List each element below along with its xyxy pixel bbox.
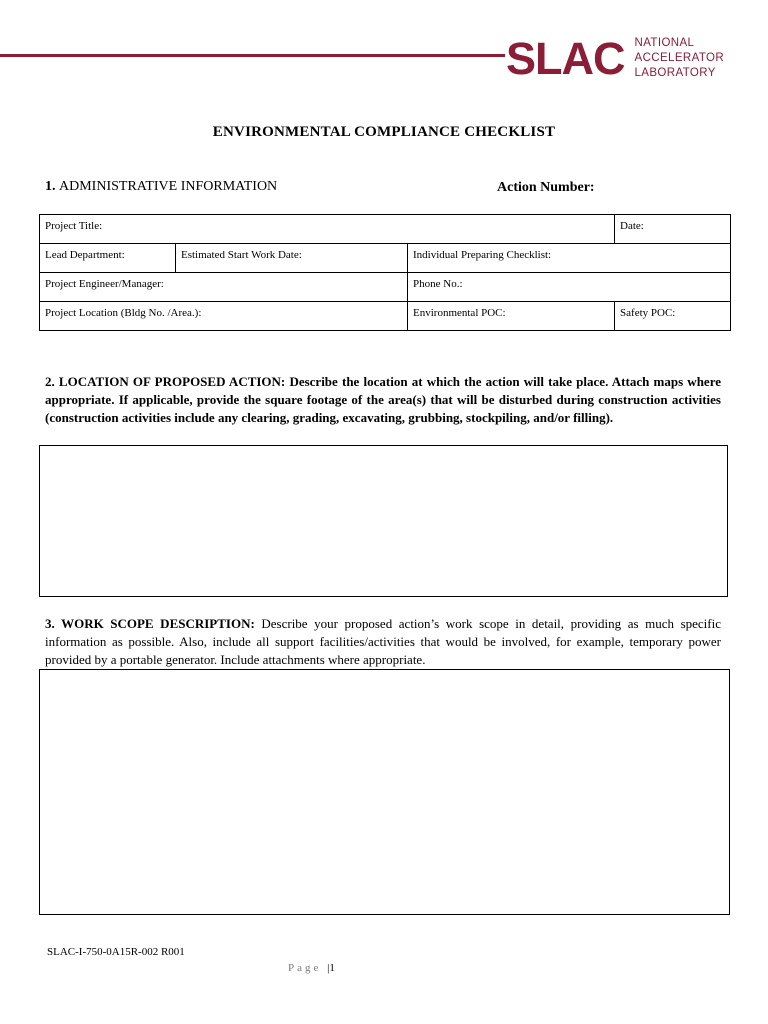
table-row [40, 302, 731, 331]
date-field[interactable]: Date: [615, 215, 731, 244]
location-answer-box[interactable] [39, 445, 728, 597]
page-number [288, 962, 338, 974]
lead-department-field[interactable]: Lead Department: [40, 244, 176, 273]
logo-mark: SLAC [506, 33, 625, 84]
document-code: SLAC-I-750-0A15R-002 R001 [47, 946, 185, 958]
table-row [40, 215, 731, 244]
section-1-title: ADMINISTRATIVE INFORMATION [59, 179, 278, 194]
logo-line-1: NATIONAL [634, 37, 695, 49]
phone-field[interactable]: Phone No.: [408, 273, 731, 302]
estimated-start-field[interactable]: Estimated Start Work Date: [176, 244, 408, 273]
logo-line-3: LABORATORY [634, 67, 716, 79]
document-title: ENVIRONMENTAL COMPLIANCE CHECKLIST [212, 124, 556, 140]
section-3-heading: 3. WORK SCOPE DESCRIPTION: [45, 616, 255, 631]
logo-text [635, 36, 725, 81]
page-separator: | [327, 962, 330, 974]
individual-preparing-field[interactable]: Individual Preparing Checklist: [408, 244, 731, 273]
logo-line-2: ACCELERATOR [634, 52, 725, 64]
project-location-field[interactable]: Project Location (Bldg No. /Area.): [40, 302, 408, 331]
section-3-text: Describe your proposed action’s work scope in detail, providing as much specific information as possible. Also, include all support facilities/activities that would be involved, for example, temporary power provided by a portable generator. Include attachments where appropriate. [45, 616, 722, 667]
section-1-heading [45, 179, 277, 195]
administrative-info-table [39, 214, 731, 331]
table-row [40, 273, 731, 302]
project-engineer-field[interactable]: Project Engineer/Manager: [40, 273, 408, 302]
section-2-instructions: 2. LOCATION OF PROPOSED ACTION: Describe the location at which the action will take place. Attach maps where appropriate. If applicable, provide the square footage of the area(s) that will be disturbed during construction activities (construction activities include any clearing, grading, excavating, grubbing, stockpiling, and/or filling). [45, 374, 721, 425]
page-label: Page [288, 962, 322, 974]
action-number-label: Action Number: [497, 180, 595, 195]
project-title-field[interactable]: Project Title: [40, 215, 615, 244]
work-scope-answer-box[interactable] [39, 669, 730, 915]
header-rule [0, 54, 505, 57]
page-number-value: 1 [329, 962, 338, 974]
safety-poc-field[interactable]: Safety POC: [615, 302, 731, 331]
section-1-number: 1. [45, 179, 56, 194]
slac-logo [506, 33, 725, 84]
section-3-instructions [45, 615, 721, 669]
table-row [40, 244, 731, 273]
environmental-poc-field[interactable]: Environmental POC: [408, 302, 615, 331]
